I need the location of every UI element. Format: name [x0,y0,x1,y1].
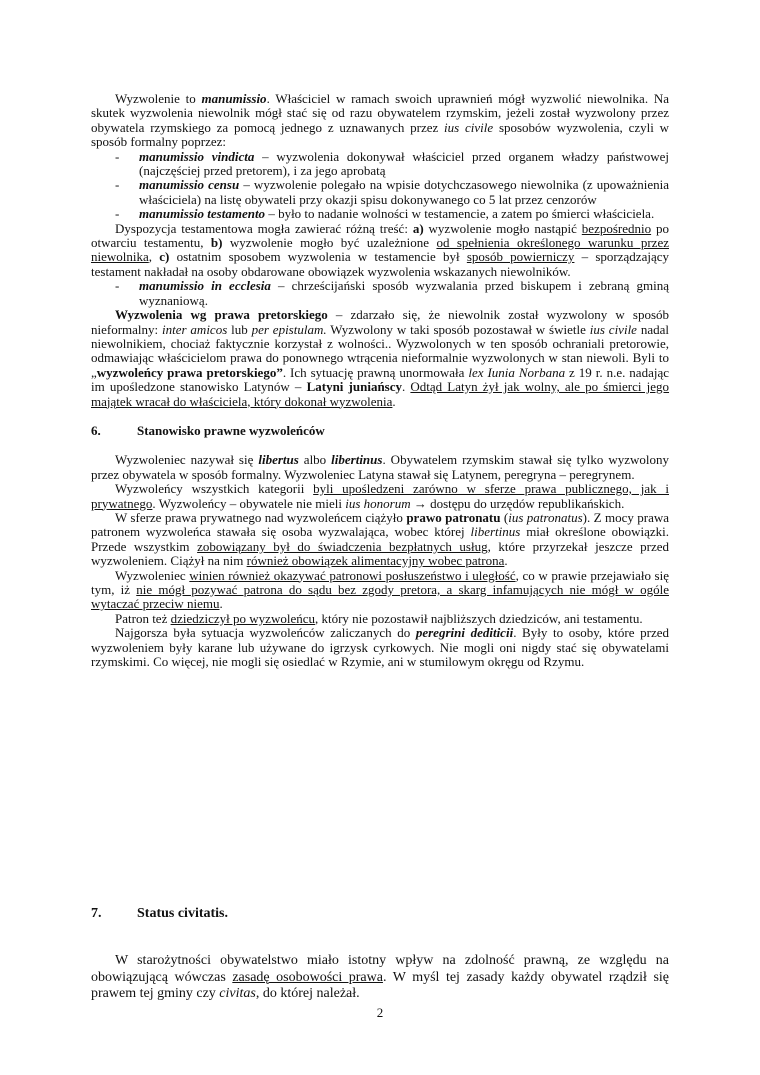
paragraph-dyspozycja: Dyspozycja testamentowa mogła zawierać różną treść: a) wyzwolenie mogło nastąpić bezpośrednio po otwarciu testamentu, b) wyzwolenie mogło być uzależnione od spełnienia określonego warunku przez niewolnika, c) ostatnim sposobem wyzwolenia w testamencie był sposób powierniczy – sporządzający testament nakładał na osoby obdarowane obowiązek wyzwolenia wskazanych niewolników. [91,220,669,279]
main-text [91,92,669,669]
list-item-vindicta: - manumissio vindicta – wyzwolenia dokonywał właściciel przed organem władzy państwowej (najczęściej przed pretorem), i za jego aprobatą [115,148,669,179]
page-number: 2 [376,1005,384,1020]
section-heading-6: 6. Stanowisko prawne wyzwoleńców [91,422,325,438]
paragraph-patronat: W sferze prawa prywatnego nad wyzwoleńcem ciążyło prawo patronatu (ius patronatus). Z mocy prawa patronem wyzwoleńca stawała się osoba wyzwalająca, wobec której libertinus miał określone obowiązki. Przede wszystkim zobowiązany był do świadczenia bezpłatnych usług, które przyrzekał jeszcze przed wyzwoleniem. Ciążył na nim również obowiązek alimentacyjny wobec patrona. [91,509,670,569]
paragraph-upośledzeni: Wyzwoleńcy wszystkich kategorii byli upośledzeni zarówno w sferze prawa publicznego, jak i prywatnego. Wyzwoleńcy – obywatele nie mieli ius honorum → dostępu do urzędów republikańskich. [91,481,669,511]
list-item-testamento: - manumissio testamento – było to nadanie wolności w testamencie, a zatem po śmierci właściciela. [115,206,655,222]
paragraph-posluszenstwo: Wyzwoleniec winien również okazywać patronowi posłuszeństwo i uległość, co w prawie przejawiało się tym, iż nie mógł pozywać patrona do sądu bez zgody pretora, a skarg infamujących nie mógł w ogóle wytaczać przeciw niemu. [91,567,669,612]
paragraph-libertus: Wyzwoleniec nazywał się libertus albo libertinus. Obywatelem rzymskim stawał się tylko wyzwolony przez obywatela w sposób formalny. Wyzwoleniec Latyna stawał się Latynem, peregryna – peregrynem. [91,452,669,482]
list-item-ecclesia: - manumissio in ecclesia – chrześcijański sposób wyzwalania przed biskupem i zebraną gminą wyznaniową. [115,278,669,308]
paragraph-dediticii: Najgorsza była sytuacja wyzwoleńców zaliczanych do peregrini dediticii. Były to osoby, które przed wyzwoleniem były karane lub używane do igrzysk cyrkowych. Nie mogli oni nigdy stać się obywatelami rzymskimi. Co więcej, nie mogli się osiedlać w Rzymie, ani w stumilowym okręgu od Rzymu. [91,625,669,670]
paragraph-dziedziczenie: Patron też dziedziczył po wyzwoleńcu, który nie pozostawił najbliższych dziedziców, ani testamentu. [115,610,643,626]
paragraph-status-civitatis: W starożytności obywatelstwo miało istotny wpływ na zdolność prawną, ze względu na obowiązującą wówczas zasadę osobowości prawa. W myśl tej zasady każdy obywatel rządził się prawem tej gminy czy civitas, do której należał. [91,953,669,1001]
arrow-right-icon: → [413,495,427,511]
section-heading-7: 7. Status civitatis. [91,906,228,921]
paragraph-pretorskie: Wyzwolenia wg prawa pretorskiego – zdarzało się, że niewolnik został wyzwolony w sposób nieformalny: inter amicos lub per epistulam. Wyzwolony w taki sposób pozostawał w świetle ius civile nadal niewolnikiem, chociaż faktycznie korzystał z wolności.. Wyzwolonych w ten sposób ochraniali pretorowie, odmawiając właścicielom prawa do ponownego wtrącenia nieformalnie wyzwolonych w stan niewoli. Byli to „wyzwoleńcy prawa pretorskiego”. Ich sytuację prawną unormowała lex Iunia Norbana z 19 r. n.e. nadając im upośledzone stanowisko Latynów – Latyni juniańscy. Odtąd Latyn żył jak wolny, ale po śmierci jego majątek wracał do właściciela, który dokonał wyzwolenia. [91,307,670,409]
list-item-censu: - manumissio censu – wyzwolenie polegało na wpisie dotychczasowego niewolnika (z upoważnienia właściciela) na listę obywateli przy okazji spisu dokonywanego co 5 lat przez cenzorów [115,177,669,207]
paragraph-manumissio: Wyzwolenie to manumissio. Właściciel w ramach swoich uprawnień mógł wyzwolić niewolnika. Na skutek wyzwolenia niewolnik mógł stać się od razu obywatelem rzymskim, jeżeli został wyzwolony przez obywatela rzymskiego za pomocą jednego z uznawanych przez ius civile sposobów wyzwolenia, czyli w sposób formalny poprzez: [91,91,669,150]
